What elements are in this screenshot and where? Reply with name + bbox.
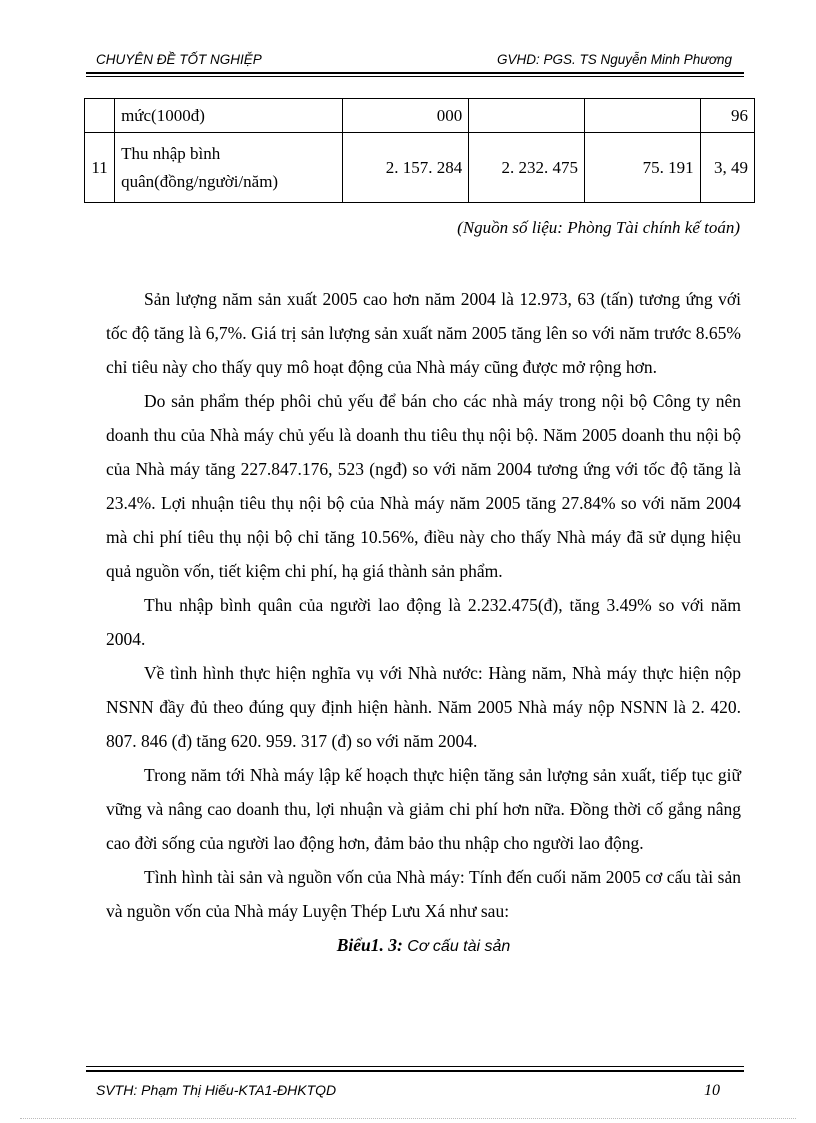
header-advisor: GVHD: PGS. TS Nguyễn Minh Phương	[496, 52, 732, 67]
paragraph: Sản lượng năm sản xuất 2005 cao hơn năm 2004 là 12.973, 63 (tấn) tương ứng với tốc độ tăng là 6,7%. Giá trị sản lượng sản xuất năm 2005 tăng lên so với năm trước 8.65% chỉ tiêu này cho thấy quy mô hoạt động của Nhà máy cũng được mở rộng hơn.	[106, 289, 741, 377]
header-rule-thin	[86, 76, 744, 77]
table-row	[85, 99, 755, 133]
footer-rule-thin	[86, 1066, 744, 1067]
table-cell-stt	[85, 99, 115, 133]
data-table	[84, 98, 755, 203]
table-source-note: (Nguồn số liệu: Phòng Tài chính kế toán)	[457, 218, 740, 237]
table-cell-2005: 2. 232. 475	[469, 133, 585, 203]
header-rule	[86, 72, 744, 74]
paragraph: Về tình hình thực hiện nghĩa vụ với Nhà nước: Hàng năm, Nhà máy thực hiện nộp NSNN đầy đủ theo đúng quy định hiện hành. Năm 2005 Nhà máy nộp NSNN là 2. 420. 807. 846 (đ) tăng 620. 959. 317 (đ) so với năm 2004.	[106, 663, 741, 751]
paragraph: Tình hình tài sản và nguồn vốn của Nhà máy: Tính đến cuối năm 2005 cơ cấu tài sản và nguồn vốn của Nhà máy Luyện Thép Lưu Xá như sau:	[106, 867, 741, 921]
table-cell-2004: 2. 157. 284	[343, 133, 469, 203]
paragraph: Trong năm tới Nhà máy lập kế hoạch thực hiện tăng sản lượng sản xuất, tiếp tục giữ vững và nâng cao doanh thu, lợi nhuận và giảm chi phí hơn nữa. Đồng thời cố gắng nâng cao đời sống của người lao động hơn, đảm bảo thu nhập cho người lao động.	[106, 765, 741, 853]
page-number: 10	[704, 1082, 720, 1099]
table-cell-2004: 000	[343, 99, 469, 133]
table-cell-2005	[469, 99, 585, 133]
header-title: CHUYÊN ĐỀ TỐT NGHIỆP	[96, 52, 262, 67]
table-row	[85, 133, 755, 203]
footer-author: SVTH: Phạm Thị Hiếu-KTA1-ĐHKTQD	[96, 1082, 337, 1098]
body-text	[106, 282, 741, 964]
table-caption	[106, 928, 741, 964]
table-cell-label: Thu nhập bình quân(đồng/người/năm)	[115, 133, 343, 203]
table-cell-pct: 96	[700, 99, 754, 133]
page-edge-divider	[20, 1118, 796, 1119]
table-cell-label: mức(1000đ)	[115, 99, 343, 133]
caption-title: Cơ cấu tài sản	[402, 938, 511, 955]
table-cell-diff	[584, 99, 700, 133]
table-cell-pct: 3, 49	[700, 133, 754, 203]
table-cell-stt: 11	[85, 133, 115, 203]
table-cell-diff: 75. 191	[584, 133, 700, 203]
paragraph: Do sản phẩm thép phôi chủ yếu để bán cho các nhà máy trong nội bộ Công ty nên doanh thu của Nhà máy chủ yếu là doanh thu tiêu thụ nội bộ. Năm 2005 doanh thu nội bộ của Nhà máy tăng 227.847.176, 523 (ngđ) so với năm 2004 tương ứng với tốc độ tăng là 23.4%. Lợi nhuận tiêu thụ nội bộ của Nhà máy năm 2005 tăng 27.84% so với năm 2004 mà chi phí tiêu thụ nội bộ chỉ tăng 10.56%, điều này cho thấy Nhà máy đã sử dụng hiệu quả nguồn vốn, tiết kiệm chi phí, hạ giá thành sản phẩm.	[106, 391, 741, 581]
paragraph: Thu nhập bình quân của người lao động là 2.232.475(đ), tăng 3.49% so với năm 2004.	[106, 595, 741, 649]
footer-rule	[86, 1070, 744, 1072]
caption-number: Biểu1. 3:	[336, 935, 403, 955]
